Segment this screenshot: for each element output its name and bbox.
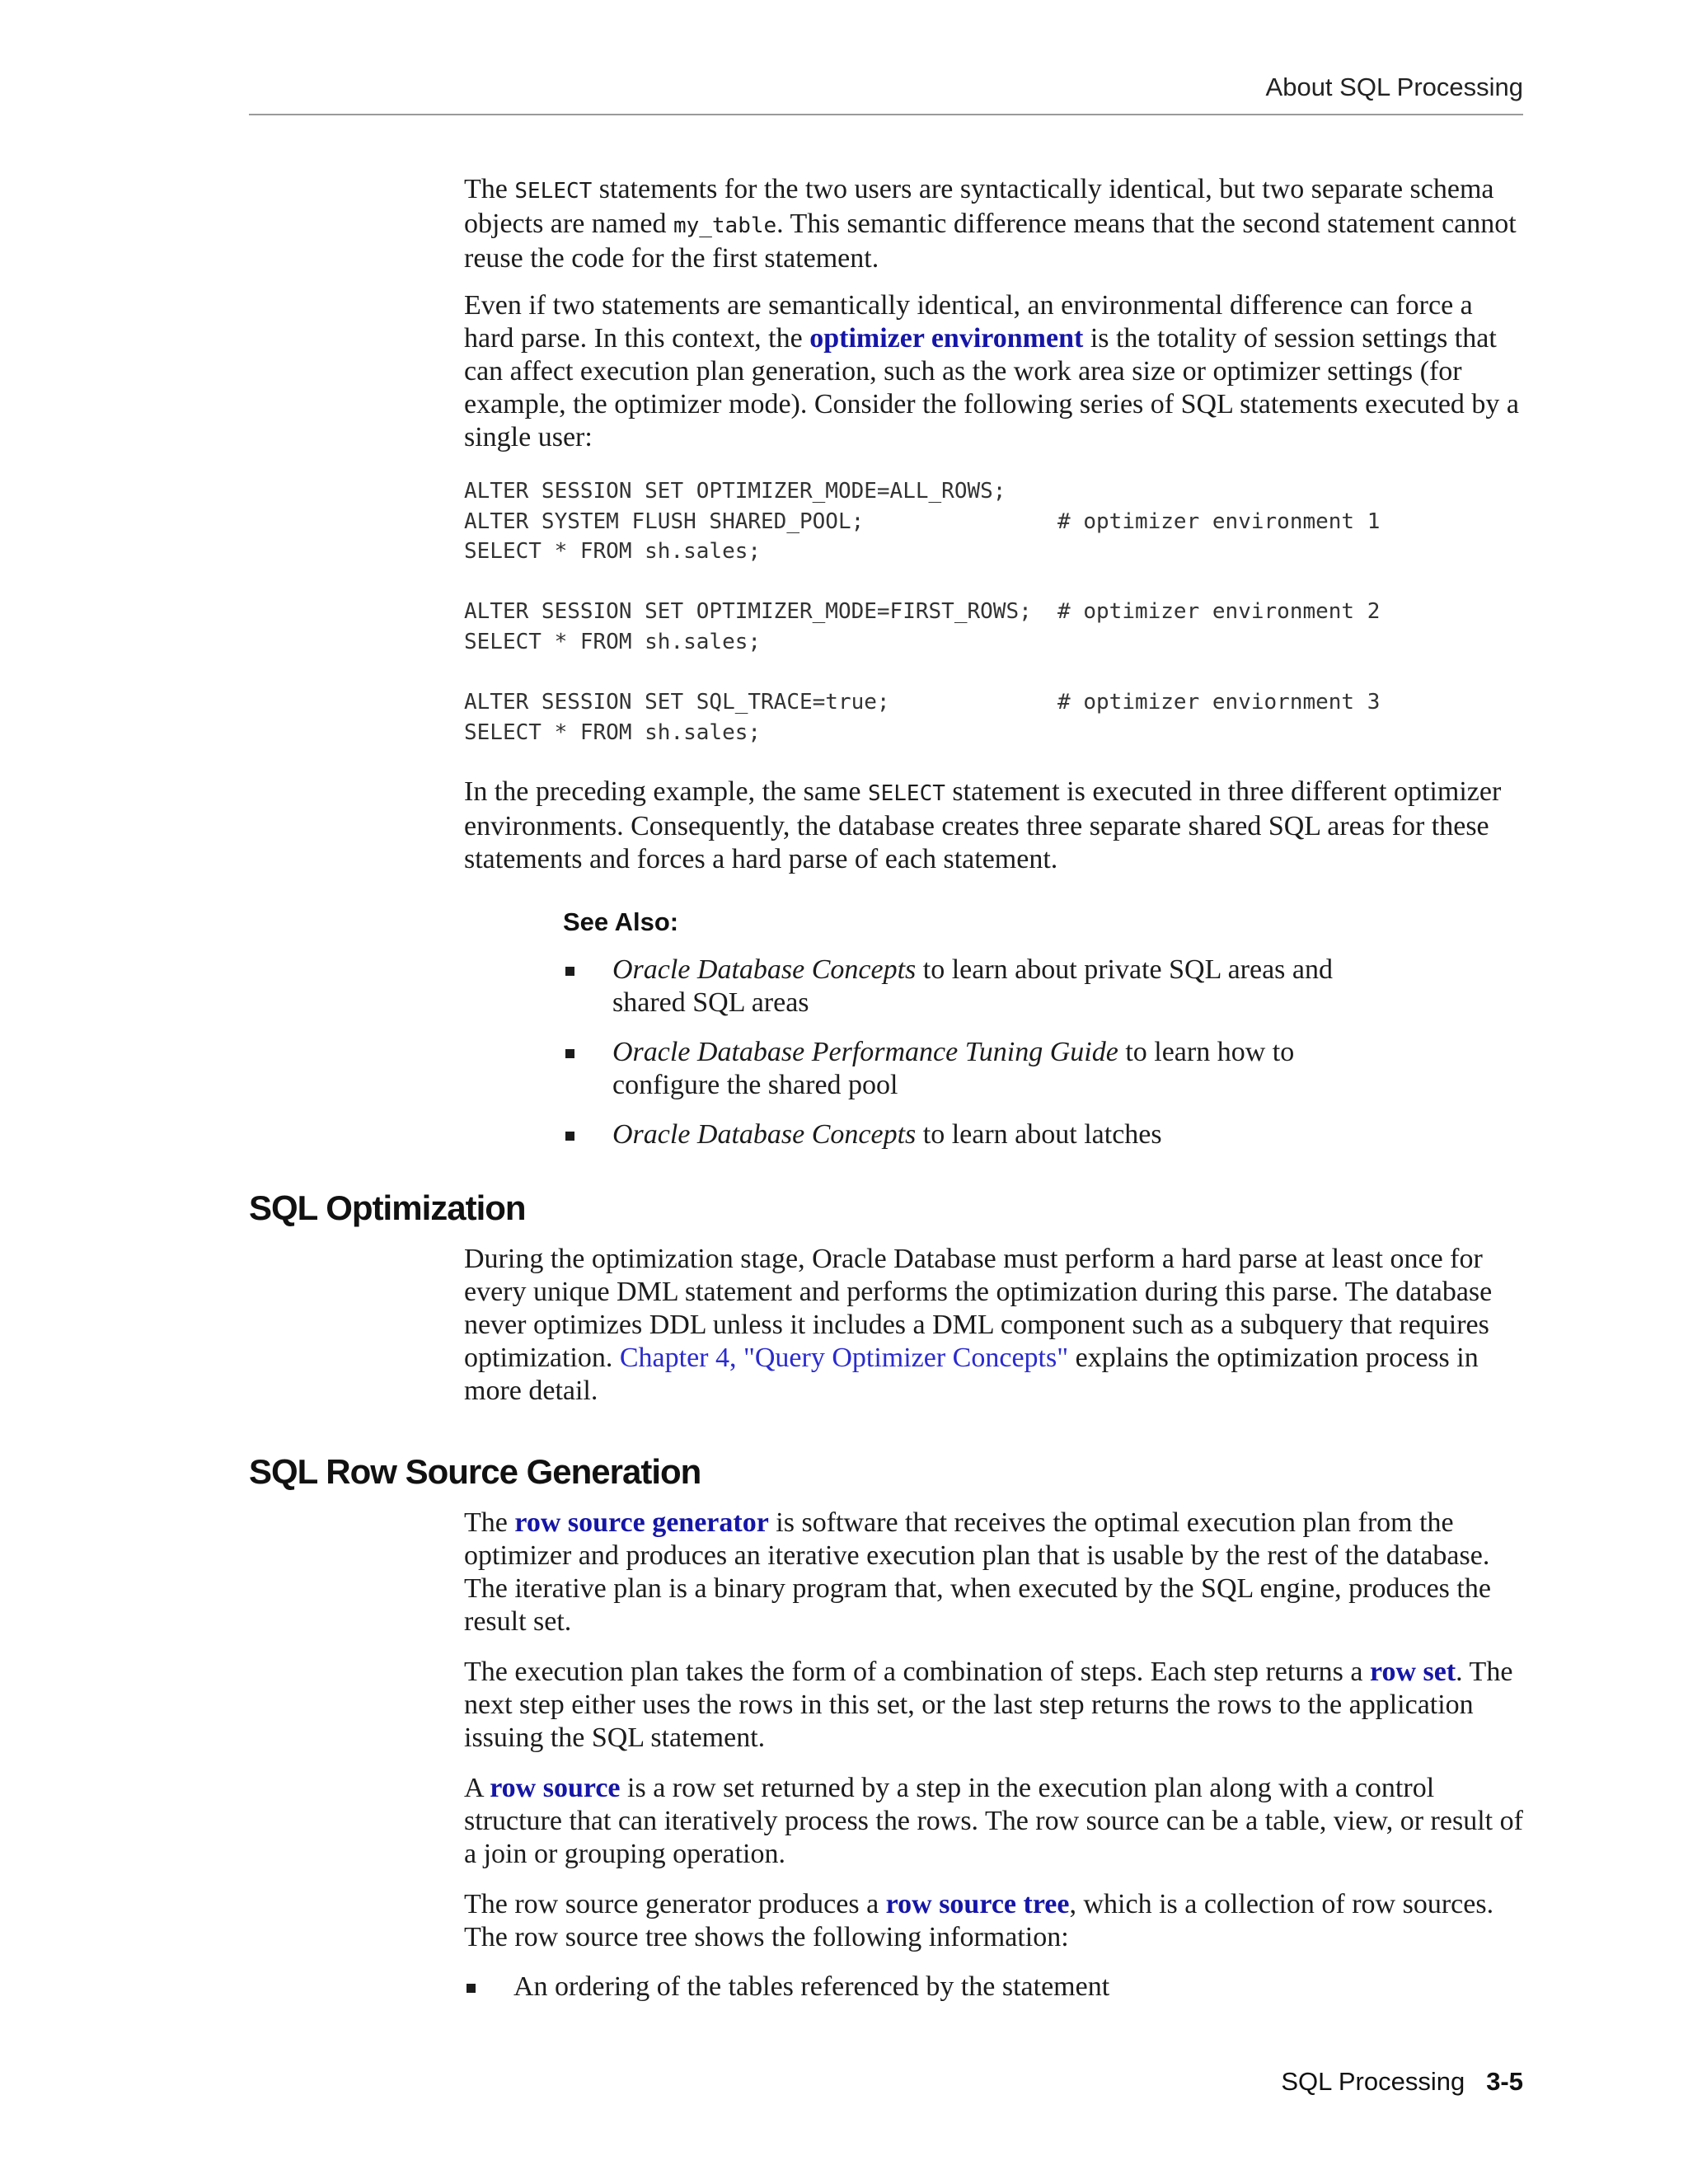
glossary-term-optimizer-environment[interactable]: optimizer environment [809, 323, 1084, 354]
paragraph-optimizer-environment: Even if two statements are semantically identical, an environmental difference can force a hard parse. In this context, the optimizer environment is the totality of session settings that can affect execution plan generation, such as the work area size or optimizer settings (for example, the optimizer mode). Consider the following series of SQL statements executed by a single user: [464, 290, 1519, 452]
bullet-square-icon [565, 967, 574, 976]
glossary-term-row-source-tree[interactable]: row source tree [885, 1889, 1070, 1919]
see-also-item: Oracle Database Performance Tuning Guide to learn how to configure the shared pool [612, 1036, 1387, 1102]
footer-chapter-title: SQL Processing [1281, 2067, 1465, 2096]
inline-code-my-table: my_table [673, 213, 777, 238]
see-also-title: See Also: [563, 907, 679, 936]
code-example: ALTER SESSION SET OPTIMIZER_MODE=ALL_ROWS; ALTER SYSTEM FLUSH SHARED_POOL; # optimizer environment 1 SELECT * FROM sh.sales; ALTER SESSION SET OPTIMIZER_MODE=FIRST_ROWS; # optimizer environment 2 SELECT * FROM sh.sales; ALTER SESSION SET SQL_TRACE=true; # optimizer enviornment 3 SELECT * FROM sh.sales; [464, 479, 1381, 745]
glossary-term-row-source-generator[interactable]: row source generator [514, 1507, 769, 1538]
see-also-item: Oracle Database Concepts to learn about latches [612, 1118, 1387, 1151]
section-heading-sql-optimization: SQL Optimization [249, 1188, 526, 1227]
page-footer [1281, 2067, 1523, 2097]
paragraph-row-source-tree: The row source generator produces a row source tree, which is a collection of row sources. The row source tree shows the following information: [464, 1889, 1494, 1952]
bullet-square-icon [565, 1049, 574, 1058]
section-heading-row-source-generation: SQL Row Source Generation [249, 1452, 701, 1491]
glossary-term-row-set[interactable]: row set [1369, 1657, 1456, 1687]
bullet-square-icon [565, 1132, 574, 1141]
list-item: An ordering of the tables referenced by the statement [513, 1971, 1527, 2004]
paragraph-row-source: A row source is a row set returned by a step in the execution plan along with a control structure that can iteratively process the rows. The row source can be a table, view, or result of a join or grouping operation. [464, 1773, 1523, 1869]
chapter-4-link[interactable]: Chapter 4, "Query Optimizer Concepts" [619, 1343, 1069, 1373]
paragraph-select-statements: The SELECT statements for the two users are syntactically identical, but two separate schema objects are named my_table. This semantic difference means that the second statement cannot reuse the code for the first statement. [464, 174, 1517, 274]
inline-code-select: SELECT [514, 179, 593, 204]
book-title-link[interactable]: Oracle Database Performance Tuning Guide [612, 1037, 1118, 1067]
paragraph-sql-optimization: During the optimization stage, Oracle Database must perform a hard parse at least once for every unique DML statement and performs the optimization during this parse. The database never optimizes DDL unless it includes a DML component such as a subquery that requires optimization. Chapter 4, "Query Optimizer Concepts" explains the optimization process in more detail. [464, 1244, 1493, 1406]
bullet-square-icon [467, 1984, 476, 1993]
paragraph-row-set: The execution plan takes the form of a combination of steps. Each step returns a row set. The next step either uses the rows in this set, or the last step returns the rows to the application issuing the SQL statement. [464, 1657, 1513, 1753]
running-head: About SQL Processing [1265, 73, 1523, 101]
inline-code-select: SELECT [867, 781, 945, 806]
book-title-link[interactable]: Oracle Database Concepts [612, 1119, 917, 1150]
header-rule [249, 114, 1523, 115]
book-title-link[interactable]: Oracle Database Concepts [612, 954, 917, 985]
paragraph-row-source-generator: The row source generator is software that receives the optimal execution plan from the optimizer and produces an iterative execution plan that is usable by the rest of the database. The iterative plan is a binary program that, when executed by the SQL engine, produces the result set. [464, 1507, 1491, 1637]
paragraph-preceding-example: In the preceding example, the same SELECT statement is executed in three different optimizer environments. Consequently, the database creates three separate shared SQL areas for these statements and forces a hard parse of each statement. [464, 776, 1502, 874]
see-also-item: Oracle Database Concepts to learn about private SQL areas and shared SQL areas [612, 954, 1387, 1019]
glossary-term-row-source[interactable]: row source [490, 1773, 621, 1803]
page-number: 3-5 [1486, 2067, 1523, 2096]
